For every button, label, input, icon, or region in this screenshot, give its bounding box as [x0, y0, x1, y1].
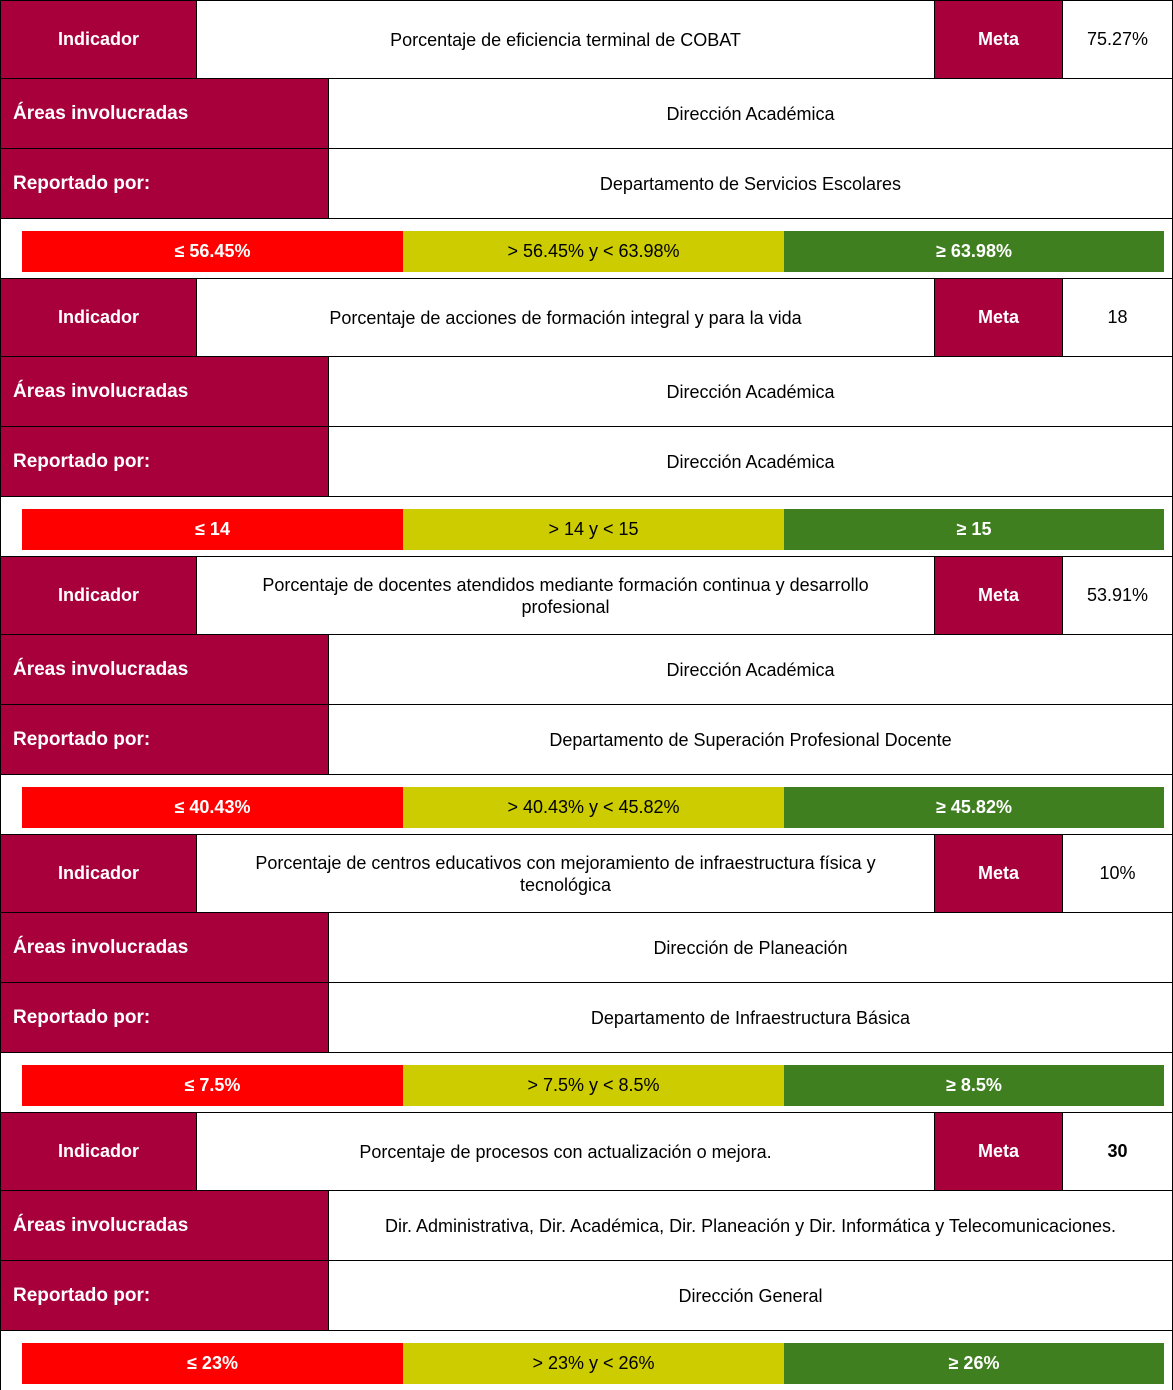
reportado-value: Dirección General [678, 1285, 823, 1306]
meta-value: 75.27% [1086, 29, 1149, 49]
areas-row [0, 912, 1173, 982]
indicator-block [0, 834, 1173, 1112]
meta-value: 53.91% [1086, 585, 1149, 605]
reportado-label: Reportado por: [1, 983, 329, 1052]
indicator-block [0, 556, 1173, 834]
threshold-row [0, 1052, 1173, 1112]
meta-label: Meta [935, 279, 1063, 356]
threshold-red: ≤ 40.43% [22, 787, 403, 828]
reportado-value: Departamento de Superación Profesional Docente [549, 729, 952, 750]
reportado-row [0, 148, 1173, 218]
threshold-green: ≥ 45.82% [784, 787, 1164, 828]
threshold-row [0, 774, 1173, 834]
threshold-red: ≤ 7.5% [22, 1065, 403, 1106]
meta-label: Meta [935, 1, 1063, 78]
reportado-label: Reportado por: [1, 705, 329, 774]
threshold-red: ≤ 23% [22, 1343, 403, 1384]
areas-value: Dirección Académica [666, 381, 835, 402]
threshold-yellow: > 7.5% y < 8.5% [403, 1065, 784, 1106]
threshold-red: ≤ 14 [22, 509, 403, 550]
areas-row [0, 1190, 1173, 1260]
indicator-row [0, 1112, 1173, 1190]
indicator-name: Porcentaje de procesos con actualización o mejora. [197, 1113, 935, 1190]
threshold-row [0, 496, 1173, 556]
threshold-yellow: > 40.43% y < 45.82% [403, 787, 784, 828]
indicator-row [0, 0, 1173, 78]
threshold-yellow: > 14 y < 15 [403, 509, 784, 550]
reportado-row [0, 704, 1173, 774]
reportado-value: Dirección Académica [666, 451, 835, 472]
reportado-value: Departamento de Infraestructura Básica [590, 1007, 911, 1028]
threshold-row [0, 218, 1173, 278]
threshold-row [0, 1330, 1173, 1390]
areas-row [0, 356, 1173, 426]
areas-label: Áreas involucradas [1, 913, 329, 982]
reportado-label: Reportado por: [1, 427, 329, 496]
threshold-green: ≥ 8.5% [784, 1065, 1164, 1106]
indicator-name: Porcentaje de eficiencia terminal de COBAT [197, 1, 935, 78]
threshold-green: ≥ 63.98% [784, 231, 1164, 272]
reportado-row [0, 426, 1173, 496]
indicador-label: Indicador [1, 1113, 197, 1190]
threshold-green: ≥ 26% [784, 1343, 1164, 1384]
meta-value: 10% [1099, 863, 1136, 883]
indicator-name: Porcentaje de acciones de formación integral y para la vida [197, 279, 935, 356]
areas-label: Áreas involucradas [1, 1191, 329, 1260]
threshold-green: ≥ 15 [784, 509, 1164, 550]
threshold-red: ≤ 56.45% [22, 231, 403, 272]
meta-label: Meta [935, 1113, 1063, 1190]
indicator-row [0, 556, 1173, 634]
reportado-row [0, 982, 1173, 1052]
reportado-row [0, 1260, 1173, 1330]
areas-value: Dirección Académica [666, 659, 835, 680]
areas-value: Dirección Académica [666, 103, 835, 124]
reportado-label: Reportado por: [1, 1261, 329, 1330]
meta-value: 30 [1107, 1141, 1128, 1161]
reportado-label: Reportado por: [1, 149, 329, 218]
indicator-block [0, 278, 1173, 556]
meta-label: Meta [935, 557, 1063, 634]
threshold-yellow: > 56.45% y < 63.98% [403, 231, 784, 272]
indicator-row [0, 834, 1173, 912]
threshold-yellow: > 23% y < 26% [403, 1343, 784, 1384]
areas-value: Dir. Administrativa, Dir. Académica, Dir. Planeación y Dir. Informática y Telecomunicaciones. [385, 1215, 1116, 1236]
indicador-label: Indicador [1, 557, 197, 634]
indicador-label: Indicador [1, 1, 197, 78]
indicador-label: Indicador [1, 835, 197, 912]
areas-label: Áreas involucradas [1, 357, 329, 426]
indicator-block [0, 0, 1173, 278]
indicator-row [0, 278, 1173, 356]
indicator-name: Porcentaje de docentes atendidos mediante formación continua y desarrollo profesional [197, 557, 935, 634]
areas-label: Áreas involucradas [1, 635, 329, 704]
indicador-label: Indicador [1, 279, 197, 356]
areas-row [0, 634, 1173, 704]
areas-value: Dirección de Planeación [653, 937, 848, 958]
meta-value: 18 [1107, 307, 1128, 327]
indicator-block [0, 1112, 1173, 1390]
reportado-value: Departamento de Servicios Escolares [599, 173, 902, 194]
meta-label: Meta [935, 835, 1063, 912]
areas-label: Áreas involucradas [1, 79, 329, 148]
areas-row [0, 78, 1173, 148]
indicator-name: Porcentaje de centros educativos con mejoramiento de infraestructura física y tecnológica [197, 835, 935, 912]
